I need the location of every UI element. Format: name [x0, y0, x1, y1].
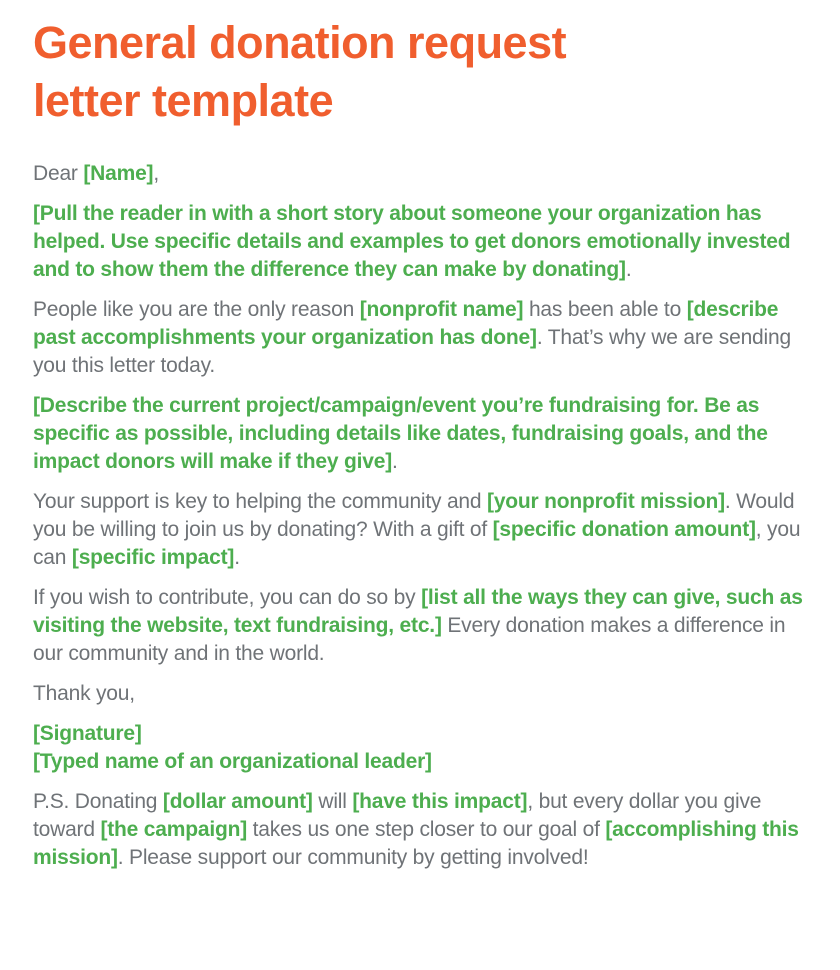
- letter-text: .: [392, 450, 398, 473]
- letter-body: [33, 160, 807, 872]
- letter-text: has been able to: [523, 298, 687, 321]
- paragraph-postscript: [33, 788, 807, 872]
- paragraph-past-accomplishments: [33, 296, 807, 380]
- placeholder-text: [Pull the reader in with a short story about someone your organization has helped. Use specific details and examples to get donors emotionally invested and to show them the difference they can make by donating]: [33, 202, 791, 281]
- letter-text: , but every dollar you give toward: [33, 790, 762, 841]
- letter-text: , you can: [33, 518, 801, 569]
- paragraph-salutation: [33, 160, 807, 188]
- placeholder-text: [your nonprofit mission]: [487, 490, 725, 513]
- letter-text: Every donation makes a difference in our community and in the world.: [33, 614, 786, 665]
- page-title: [33, 14, 807, 130]
- letter-text: Thank you,: [33, 682, 135, 705]
- page-title-line1: General donation request: [33, 17, 567, 68]
- letter-text: . That’s why we are sending you this letter today.: [33, 326, 791, 377]
- page-title-line2: letter template: [33, 75, 334, 126]
- placeholder-text: [dollar amount]: [162, 790, 313, 813]
- paragraph-closing: [33, 680, 807, 708]
- letter-text: .: [234, 546, 240, 569]
- placeholder-text: [specific donation amount]: [492, 518, 756, 541]
- letter-text: ,: [153, 162, 159, 185]
- letter-text: People like you are the only reason: [33, 298, 360, 321]
- paragraph-support-ask: [33, 488, 807, 572]
- letter-text: . Would you be willing to join us by donating? With a gift of: [33, 490, 795, 541]
- letter-text: takes us one step closer to our goal of: [247, 818, 606, 841]
- paragraph-story-hook: [33, 200, 807, 284]
- placeholder-text: [the campaign]: [100, 818, 248, 841]
- letter-text: Dear: [33, 162, 84, 185]
- letter-text: .: [625, 258, 632, 281]
- paragraph-ways-to-give: [33, 584, 807, 668]
- placeholder-text: [Describe the current project/campaign/event you’re fundraising for. Be as specific as possible, including details like dates, fundraising goals, and the impact donors will make if they give]: [33, 394, 768, 473]
- letter-text: If you wish to contribute, you can do so by: [33, 586, 422, 609]
- placeholder-text: [Name]: [83, 162, 154, 185]
- placeholder-text: [Signature]: [33, 722, 142, 745]
- placeholder-text: [list all the ways they can give, such as visiting the website, text fundraising, etc.]: [33, 586, 803, 637]
- letter-text: Your support is key to helping the community and: [33, 490, 488, 513]
- paragraph-current-campaign: [33, 392, 807, 476]
- placeholder-text: [specific impact]: [71, 546, 235, 569]
- placeholder-text: [describe past accomplishments your organization has done]: [33, 298, 779, 349]
- letter-text: will: [312, 790, 353, 813]
- placeholder-text: [have this impact]: [352, 790, 528, 813]
- letter-text: P.S. Donating: [33, 790, 163, 813]
- placeholder-text: [accomplishing this mission]: [33, 818, 799, 869]
- placeholder-text: [Typed name of an organizational leader]: [33, 750, 432, 773]
- paragraph-signature-block: [33, 720, 807, 776]
- letter-text: . Please support our community by getting involved!: [117, 846, 589, 869]
- placeholder-text: [nonprofit name]: [359, 298, 524, 321]
